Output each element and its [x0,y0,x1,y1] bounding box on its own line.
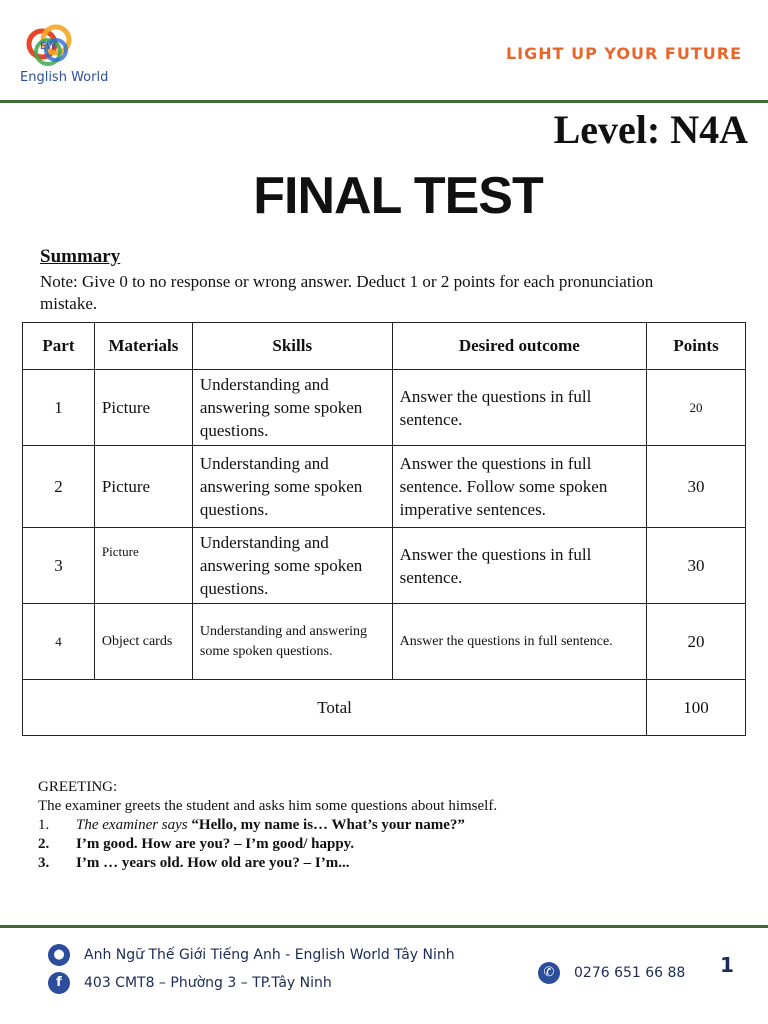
skills-cell: Understanding and answering some spoken questions. [192,604,392,680]
footer-name-row [48,944,455,966]
greeting-item-number: 1. [38,817,50,833]
points-cell: 30 [647,528,746,604]
greeting-intro: The examiner greets the student and asks him some questions about himself. [38,798,498,814]
phone-icon[interactable]: ✆ [538,962,560,984]
location-icon: ● [48,944,70,966]
outcome-cell: Answer the questions in full sentence. [392,604,646,680]
footer-address: 403 CMT8 – Phường 3 – TP.Tây Ninh [84,975,332,991]
summary-table [22,322,746,736]
greeting-section [38,778,738,873]
total-points: 100 [647,680,746,736]
footer-phone-row [538,962,685,984]
slogan: LIGHT UP YOUR FUTURE [505,44,742,63]
table-row [23,370,746,446]
outcome-cell: Answer the questions in full sentence. Follow some spoken imperative sentences. [392,446,646,528]
points-cell: 30 [647,446,746,528]
part-cell: 2 [23,446,95,528]
materials-cell: Object cards [94,604,192,680]
materials-cell: Picture [94,370,192,446]
summary-heading: Summary [40,246,121,267]
column-header-skills: Skills [192,323,392,370]
footer-address-row [48,972,332,994]
skills-cell: Understanding and answering some spoken questions. [192,528,392,604]
outcome-cell: Answer the questions in full sentence. [392,370,646,446]
greeting-item-number: 2. [38,836,50,852]
logo-mark: EW [39,41,57,52]
column-header-desired-outcome: Desired outcome [392,323,646,370]
table-row [23,528,746,604]
summary-note: Note: Give 0 to no response or wrong answer. Deduct 1 or 2 points for each pronunciation mistake. [40,272,654,313]
table-header-row [23,323,746,370]
greeting-item-text: I’m … years old. How old are you? – I’m... [76,855,350,871]
page-title: FINAL TEST [253,167,543,225]
points-cell: 20 [647,370,746,446]
table-row [23,604,746,680]
footer-divider [0,925,768,928]
total-label: Total [23,680,647,736]
column-header-part: Part [23,323,95,370]
column-header-points: Points [647,323,746,370]
greeting-item-text: “Hello, my name is… What’s your name?” [191,817,465,833]
greeting-item-number: 3. [38,855,50,871]
table-total-row [23,680,746,736]
logo-text: English World [20,70,109,85]
part-cell: 3 [23,528,95,604]
greeting-item [38,854,738,873]
part-cell: 1 [23,370,95,446]
logo-ring-icon [18,22,98,70]
skills-cell: Understanding and answering some spoken questions. [192,446,392,528]
level-label: Level: N4A [553,107,748,152]
footer-phone[interactable]: 0276 651 66 88 [574,965,686,981]
skills-cell: Understanding and answering some spoken questions. [192,370,392,446]
greeting-heading: GREETING: [38,779,118,795]
greeting-item [38,835,738,854]
greeting-item [38,816,738,835]
table-row [23,446,746,528]
greeting-item-prefix: The examiner says [76,817,192,833]
outcome-cell: Answer the questions in full sentence. [392,528,646,604]
materials-cell: Picture [94,528,192,604]
page-number: 1 [720,953,734,977]
part-cell: 4 [23,604,95,680]
greeting-item-text: I’m good. How are you? – I’m good/ happy. [76,836,355,852]
points-cell: 20 [647,604,746,680]
materials-cell: Picture [94,446,192,528]
header-divider [0,100,768,103]
footer-name: Anh Ngữ Thế Giới Tiếng Anh - English World Tây Ninh [84,947,455,963]
column-header-materials: Materials [94,323,192,370]
facebook-icon[interactable]: f [48,972,70,994]
